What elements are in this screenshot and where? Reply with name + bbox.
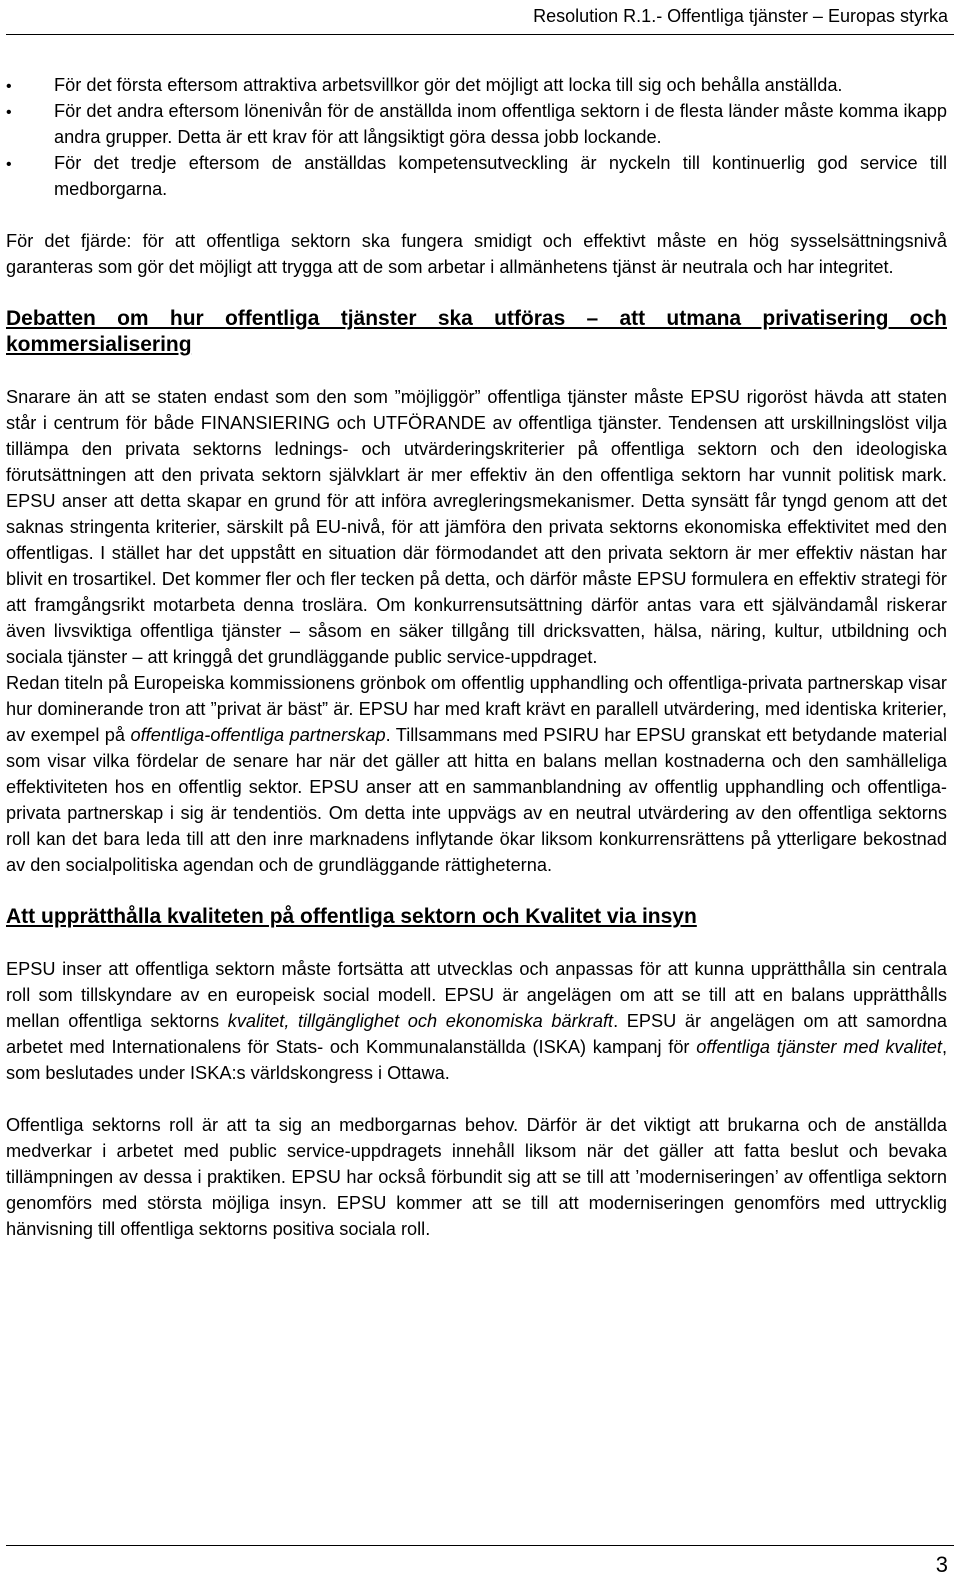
- list-item: [6, 72, 947, 98]
- running-header: Resolution R.1.- Offentliga tjänster – Europas styrka: [533, 6, 948, 26]
- paragraph-text: . Tillsammans med PSIRU har EPSU granskat ett betydande material som visar vilka fördelar de senare har när det gäller att hitta en balans mellan kostnaderna och den samhälleliga effektiviteten hos en offentlig sektor. EPSU anser att en sammanblandning av offentlig upphandling och offentliga-privata partnerskap i sig är tendentiös. Om detta inte uppvägs av en neutral utvärdering av den offentliga sektorns roll kan det bara leda till att den inre marknadens inflytande ökar liksom konkurrensrättens på ytterligare bekostnad av den socialpolitiska agendan och de grundläggande rättigheterna.: [6, 725, 947, 875]
- emphasis-text: kvalitet, tillgänglighet och ekonomiska bärkraft: [227, 1011, 614, 1031]
- paragraph-text: Redan titeln på Europeiska kommissionens grönbok om offentlig upphandling och offentliga-privata partnerskap visar hur dominerande tron att ”privat är bäst” är. EPSU har med kraft krävt en parallell utvärdering, med identiska kriterier, av exempel på: [6, 673, 947, 745]
- section-heading-debatt: Debatten om hur offentliga tjänster ska utföras – att utmana privatisering och kommersialisering: [6, 307, 947, 356]
- bullet-text: För det tredje eftersom de anställdas kompetensutveckling är nyckeln till kontinuerlig god service till medborgarna.: [54, 153, 947, 199]
- page-number: 3: [935, 1552, 948, 1577]
- paragraph-roll: Offentliga sektorns roll är att ta sig an medborgarnas behov. Därför är det viktigt att brukarna och de anställda medverkar i arbetet med public service-uppdragets innehåll liksom när det gäller att fatta beslut och bevaka tillämpningen av dessa i praktiken. EPSU har också förbundit sig att se till att ’moderniseringen’ av offentliga sektorn genomförs med största möjliga insyn. EPSU kommer att se till att moderniseringen genomförs med uttrycklig hänvisning till offentliga sektorns positiva sociala roll.: [6, 1115, 947, 1239]
- paragraph-debatt: [6, 384, 947, 670]
- bullet-icon: •: [6, 156, 12, 173]
- emphasis-text: offentliga-offentliga partnerskap: [130, 725, 386, 745]
- bullet-icon: •: [6, 78, 12, 95]
- list-item: [6, 98, 947, 150]
- header-rule: [6, 34, 954, 35]
- bullet-text: För det andra eftersom lönenivån för de anställda inom offentliga sektorn i de flesta länder måste komma ikapp andra grupper. Detta är ett krav för att långsiktigt göra dessa jobb lockande.: [54, 101, 947, 147]
- paragraph-text: . EPSU är angelägen om att samordna arbetet med Internationalens för Stats- och Kommunalanställda (ISKA) kampanj för: [6, 1011, 947, 1057]
- bullet-list: [6, 72, 947, 202]
- paragraph-fjarde: För det fjärde: för att offentliga sektorn ska fungera smidigt och effektivt måste en hög sysselsättningsnivå garanteras som gör det möjligt att trygga att de som arbetar i allmänhetens tjänst är neutrala och har integritet.: [6, 231, 947, 277]
- document-body: [6, 72, 947, 1242]
- paragraph-text: Snarare än att se staten endast som den som ”möjliggör” offentliga tjänster måste EPSU rigoröst hävda att staten står i centrum för både FINANSIERING och UTFÖRANDE av offentliga tjänster. Tendensen att urskillningslöst vilja tillämpa den privata sektorns lednings- och utvärderingskriterier på offentliga sektorn och den ideologiska förutsättningen att den privata sektorn självklart är mer effektiv än den offentliga sektorn har vunnit politisk mark. EPSU anser att detta skapar en grund för att införa avregleringsmekanismer. Detta synsätt får tyngd genom att det saknas stringenta kriterier, särskilt på EU-nivå, för att jämföra den privata sektorns ekonomiska effektivitet med den offentligas. I stället har det uppstått en situation där förmodandet att den privata sektorn är mer effektiv nästan har blivit en trosartikel. Det kommer fler och fler tecken på detta, och därför måste EPSU formulera en effektiv strategi för att framgångsrikt motarbeta denna troslära. Om konkurrensutsättning därför antas vara ett självändamål riskerar även livsviktiga offentliga tjänster – såsom en säker tillgång till dricksvatten, hälsa, näring, kultur, utbildning och sociala tjänster – att kringgå det grundläggande public service-uppdraget.: [6, 387, 947, 667]
- paragraph-gronbok: [6, 670, 947, 878]
- emphasis-text: offentliga tjänster med kvalitet: [696, 1037, 942, 1057]
- list-item: [6, 150, 947, 202]
- paragraph-kvalitet: [6, 956, 947, 1086]
- paragraph-text: EPSU inser att offentliga sektorn måste fortsätta att utvecklas och anpassas för att kunna upprätthålla sin centrala roll som tillskyndare av en europeisk social modell. EPSU är angelägen om att se till att en balans upprätthålls mellan offentliga sektorns: [6, 959, 947, 1031]
- footer-rule: [6, 1545, 954, 1546]
- section-heading-kvalitet: Att upprätthålla kvaliteten på offentliga sektorn och Kvalitet via insyn: [6, 905, 697, 928]
- bullet-icon: •: [6, 104, 12, 121]
- bullet-text: För det första eftersom attraktiva arbetsvillkor gör det möjligt att locka till sig och behålla anställda.: [54, 75, 843, 95]
- paragraph-text: , som beslutades under ISKA:s världskongress i Ottawa.: [6, 1037, 947, 1083]
